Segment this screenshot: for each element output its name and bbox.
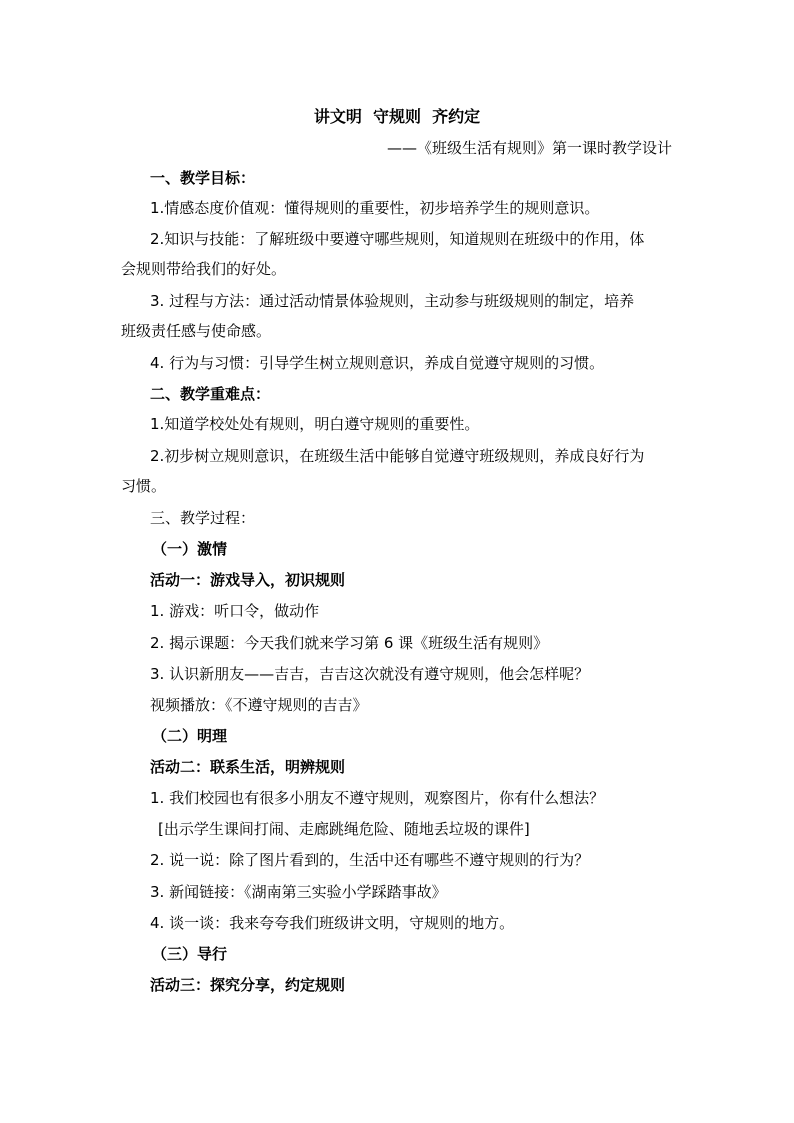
activity-heading-2: 活动二：联系生活，明辨规则 — [150, 758, 346, 776]
keypoint-item: 1.知道学校处处有规则，明白遵守规则的重要性。 — [150, 415, 480, 433]
goal-item: 2.知识与技能：了解班级中要遵守哪些规则，知道规则在班级中的作用，体 — [150, 230, 645, 248]
process-item: 3. 新闻链接：《湖南第三实验小学踩踏事故》 — [150, 883, 447, 901]
activity-heading-1: 活动一：游戏导入，初识规则 — [150, 571, 346, 589]
goal-item: 4. 行为与习惯：引导学生树立规则意识，养成自觉遵守规则的习惯。 — [150, 354, 605, 372]
process-item: 1. 游戏：听口令，做动作 — [150, 602, 320, 620]
process-item: 4. 谈一谈：我来夸夸我们班级讲文明，守规则的地方。 — [150, 914, 515, 932]
document-subtitle: ——《班级生活有规则》第一课时教学设计 — [386, 139, 672, 157]
process-item: 视频播放：《不遵守规则的吉吉》 — [150, 696, 368, 714]
part-heading-2: （二）明理 — [152, 727, 228, 745]
document-title: 讲文明 守规则 齐约定 — [313, 107, 481, 126]
process-item: 1. 我们校园也有很多小朋友不遵守规则，观察图片，你有什么想法？ — [150, 789, 605, 807]
part-heading-1: （一）激情 — [152, 540, 228, 558]
process-item-note: [出示学生课间打闹、走廊跳绳危险、随地丢垃圾的课件] — [158, 820, 530, 838]
keypoint-item: 2.初步树立规则意识，在班级生活中能够自觉遵守班级规则，养成良好行为 — [150, 447, 645, 465]
section-heading-goals: 一、教学目标： — [150, 169, 256, 187]
keypoint-item-cont: 习惯。 — [121, 477, 167, 495]
part-heading-3: （三）导行 — [152, 945, 228, 963]
process-item: 2. 说一说：除了图片看到的，生活中还有哪些不遵守规则的行为？ — [150, 851, 590, 869]
process-item: 2. 揭示课题：今天我们就来学习第 6 课《班级生活有规则》 — [150, 634, 549, 652]
goal-item: 1.情感态度价值观：懂得规则的重要性，初步培养学生的规则意识。 — [150, 199, 600, 217]
process-item: 3. 认识新朋友——吉吉，吉吉这次就没有遵守规则，他会怎样呢？ — [150, 665, 590, 683]
section-heading-process: 三、教学过程： — [150, 509, 256, 527]
section-heading-keypoints: 二、教学重难点： — [150, 385, 271, 403]
goal-item-cont: 班级责任感与使命感。 — [121, 322, 272, 340]
activity-heading-3: 活动三：探究分享，约定规则 — [150, 976, 346, 994]
goal-item: 3. 过程与方法：通过活动情景体验规则，主动参与班级规则的制定，培养 — [150, 292, 635, 310]
goal-item-cont: 会规则带给我们的好处。 — [121, 260, 287, 278]
